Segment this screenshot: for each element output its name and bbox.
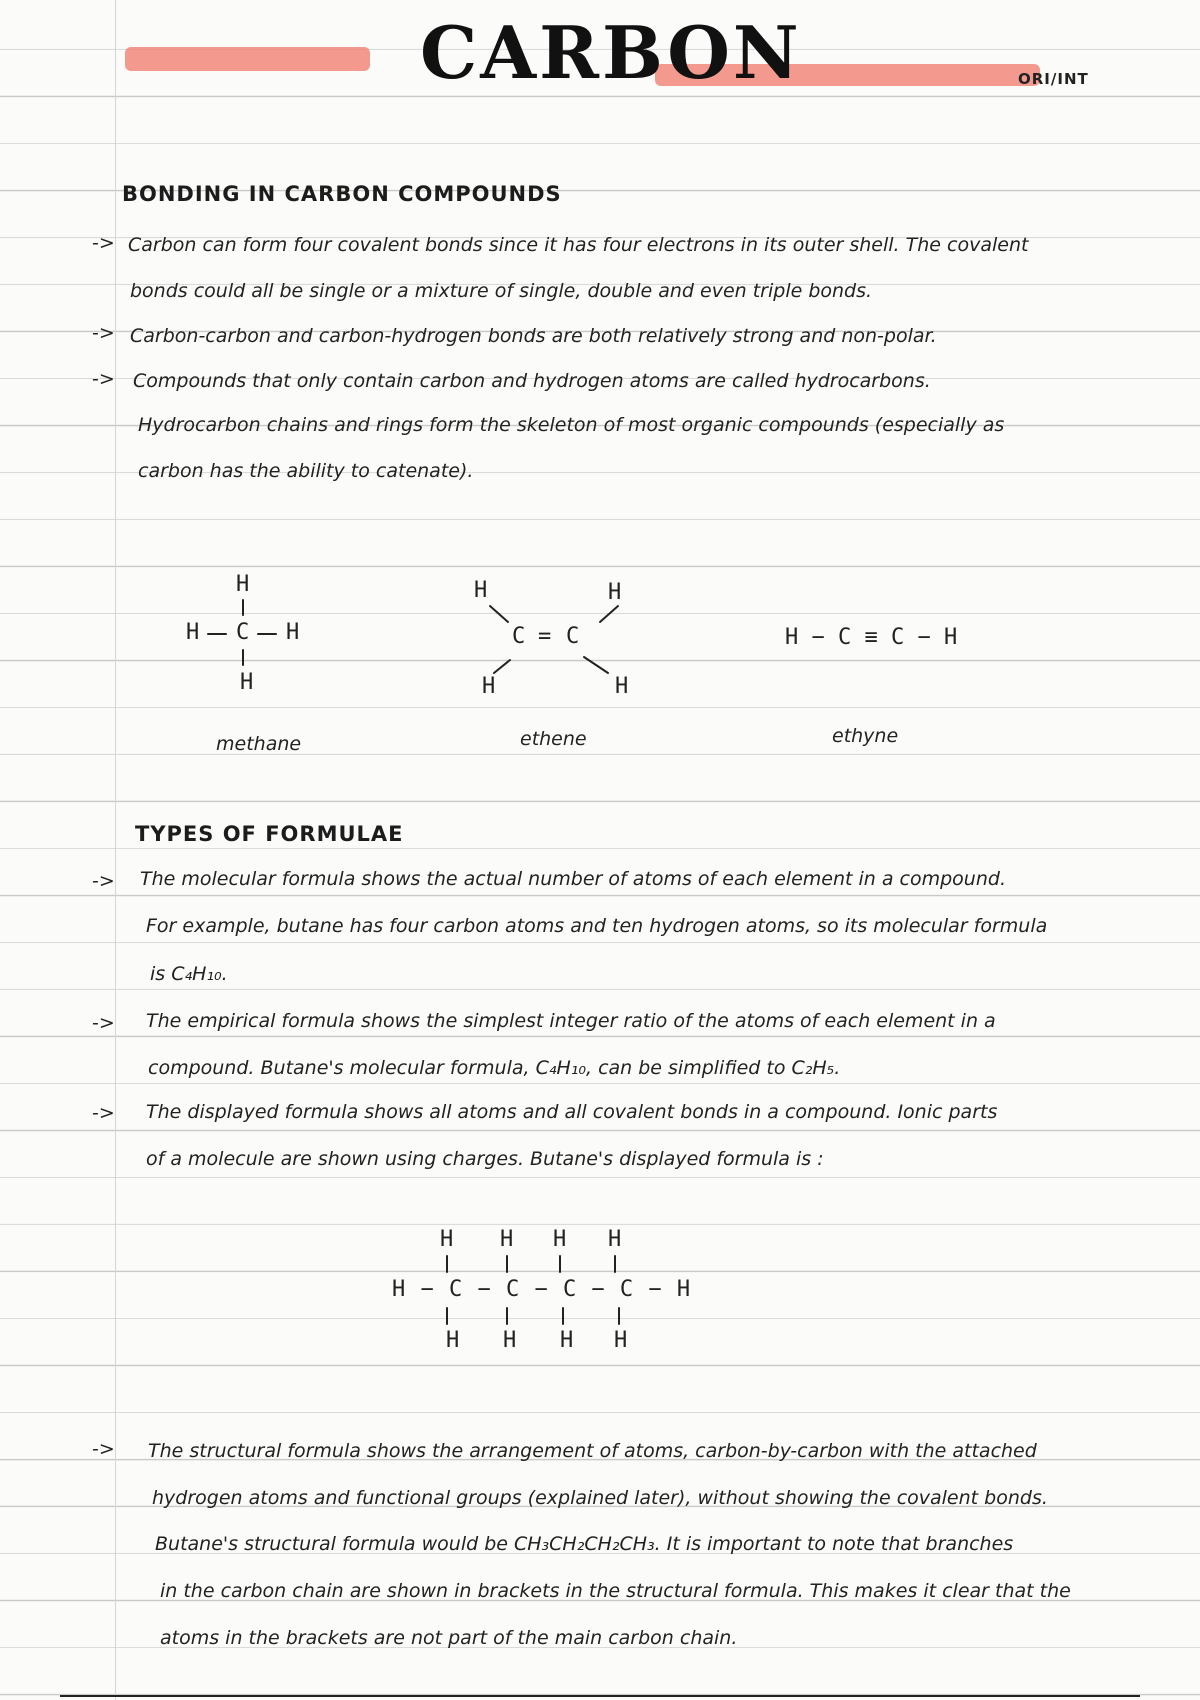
page-tag: ORI/INT (1018, 70, 1089, 88)
bond-line (600, 606, 618, 622)
text-line: The structural formula shows the arrangement of atoms, carbon-by-carbon with the attached (148, 1440, 1037, 1462)
atom-h: H (236, 572, 250, 597)
atom-c: C (566, 624, 580, 649)
methane-label: methane (216, 733, 302, 755)
text-line: The displayed formula shows all atoms and all covalent bonds in a compound. Ionic parts (146, 1101, 998, 1123)
text-line: of a molecule are shown using charges. Butane's displayed formula is : (146, 1148, 824, 1170)
page-title: CARBON (420, 10, 802, 95)
text-line: Compounds that only contain carbon and hydrogen atoms are called hydrocarbons. (133, 370, 931, 392)
text-line: The molecular formula shows the actual number of atoms of each element in a compound. (140, 868, 1006, 890)
atom-h: H (186, 620, 200, 645)
text-line: bonds could all be single or a mixture of single, double and even triple bonds. (130, 280, 873, 302)
text-line: Hydrocarbon chains and rings form the skeleton of most organic compounds (especially as (138, 414, 1005, 436)
bullet-arrow: -> (92, 322, 115, 344)
bottom-rule (60, 1695, 1140, 1697)
text-line: The empirical formula shows the simplest integer ratio of the atoms of each element in a (146, 1010, 996, 1032)
atom-c: C (512, 624, 526, 649)
title-highlight-left (125, 47, 370, 71)
section-heading-formulae: TYPES OF FORMULAE (135, 822, 404, 846)
text-line: For example, butane has four carbon atoms and ten hydrogen atoms, so its molecular formula (146, 915, 1048, 937)
bond-line (584, 657, 608, 673)
bullet-arrow: -> (92, 1012, 115, 1034)
atom-h: H (474, 578, 488, 603)
bond-line (494, 660, 510, 673)
section-heading-bonding: BONDING IN CARBON COMPOUNDS (122, 182, 562, 206)
bullet-arrow: -> (92, 1102, 115, 1124)
bullet-arrow: -> (92, 232, 115, 254)
atom-h: H (615, 674, 629, 699)
ethyne-formula: H − C ≡ C − H (785, 625, 958, 650)
text-line: Carbon can form four covalent bonds since it has four electrons in its outer shell. The covalent (128, 234, 1029, 256)
text-line: in the carbon chain are shown in brackets in the structural formula. This makes it clear that the (160, 1580, 1071, 1602)
ethene-label: ethene (520, 728, 587, 750)
double-bond: = (538, 624, 552, 649)
bullet-arrow: -> (92, 1438, 115, 1460)
text-line: hydrogen atoms and functional groups (explained later), without showing the covalent bonds. (152, 1487, 1048, 1509)
atom-h: H (553, 1227, 567, 1252)
atom-h: H (482, 674, 496, 699)
atom-h: H (500, 1227, 514, 1252)
text-line: compound. Butane's molecular formula, C₄H₁₀, can be simplified to C₂H₅. (148, 1057, 841, 1079)
bullet-arrow: -> (92, 870, 115, 892)
atom-h: H (286, 620, 300, 645)
bullet-arrow: -> (92, 368, 115, 390)
atom-h: H (608, 1227, 622, 1252)
ethyne-label: ethyne (832, 725, 899, 747)
atom-h: H (608, 580, 622, 605)
text-line: carbon has the ability to catenate). (138, 460, 474, 482)
margin-line (115, 0, 116, 1700)
text-line: atoms in the brackets are not part of the main carbon chain. (160, 1627, 738, 1649)
atom-h: H (614, 1328, 628, 1353)
atom-h: H (440, 1227, 454, 1252)
atom-c: C (236, 620, 250, 645)
text-line: is C₄H₁₀. (150, 963, 228, 985)
atom-h: H (446, 1328, 460, 1353)
atom-h: H (240, 670, 254, 695)
butane-main-chain: H − C − C − C − C − H (392, 1277, 692, 1302)
bond-line (490, 606, 508, 622)
atom-h: H (560, 1328, 574, 1353)
atom-h: H (503, 1328, 517, 1353)
text-line: Carbon-carbon and carbon-hydrogen bonds are both relatively strong and non-polar. (130, 325, 937, 347)
text-line: Butane's structural formula would be CH₃CH₂CH₂CH₃. It is important to note that branches (155, 1533, 1014, 1555)
